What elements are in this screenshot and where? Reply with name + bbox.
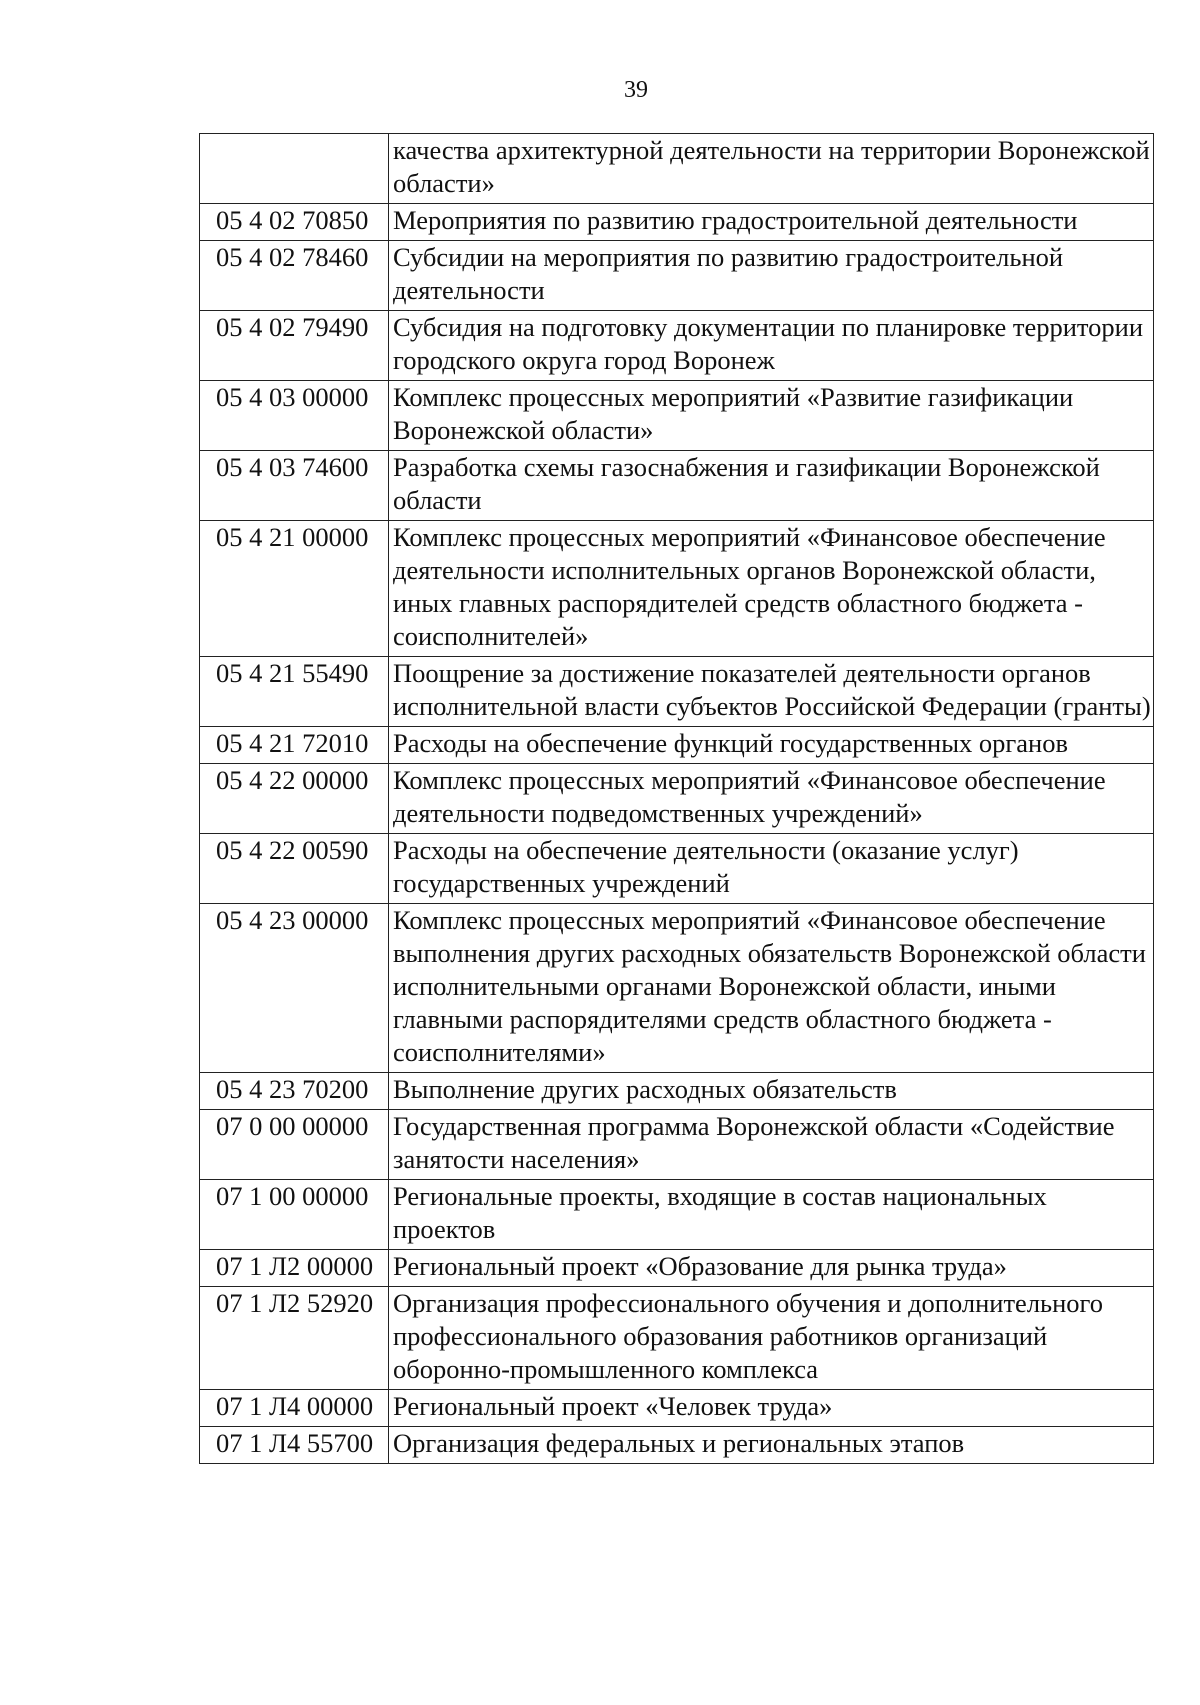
table-row [200, 204, 1154, 241]
table-row [200, 521, 1154, 657]
table-row [200, 241, 1154, 311]
budget-classification-table [199, 133, 1154, 1464]
code-cell: 05 4 22 00590 [200, 834, 389, 904]
table-row [200, 1427, 1154, 1464]
code-cell: 05 4 21 55490 [200, 657, 389, 727]
code-cell: 05 4 22 00000 [200, 764, 389, 834]
code-cell: 07 0 00 00000 [200, 1110, 389, 1180]
table-row [200, 834, 1154, 904]
table-row [200, 311, 1154, 381]
table-row [200, 1287, 1154, 1390]
table-row [200, 657, 1154, 727]
name-cell: качества архитектурной деятельности на территории Воронежской области» [389, 134, 1154, 204]
name-cell: Поощрение за достижение показателей деятельности органов исполнительной власти субъектов Российской Федерации (гранты) [389, 657, 1154, 727]
code-cell: 05 4 02 70850 [200, 204, 389, 241]
name-cell: Региональный проект «Человек труда» [389, 1390, 1154, 1427]
name-cell: Разработка схемы газоснабжения и газификации Воронежской области [389, 451, 1154, 521]
name-cell: Расходы на обеспечение деятельности (оказание услуг) государственных учреждений [389, 834, 1154, 904]
code-cell: 05 4 21 72010 [200, 727, 389, 764]
table-row [200, 764, 1154, 834]
name-cell: Субсидия на подготовку документации по планировке территории городского округа город Воронеж [389, 311, 1154, 381]
code-cell: 07 1 Л2 00000 [200, 1250, 389, 1287]
name-cell: Комплекс процессных мероприятий «Финансовое обеспечение выполнения других расходных обязательств Воронежской области исполнительными органами Воронежской области, иными главными распорядителями средств областного бюджета - соисполнителями» [389, 904, 1154, 1073]
code-cell: 05 4 23 00000 [200, 904, 389, 1073]
name-cell: Субсидии на мероприятия по развитию градостроительной деятельности [389, 241, 1154, 311]
code-cell: 07 1 Л4 00000 [200, 1390, 389, 1427]
name-cell: Региональный проект «Образование для рынка труда» [389, 1250, 1154, 1287]
name-cell: Комплекс процессных мероприятий «Финансовое обеспечение деятельности подведомственных учреждений» [389, 764, 1154, 834]
table-row [200, 1250, 1154, 1287]
code-cell: 05 4 02 79490 [200, 311, 389, 381]
name-cell: Региональные проекты, входящие в состав национальных проектов [389, 1180, 1154, 1250]
code-cell: 05 4 02 78460 [200, 241, 389, 311]
table-row [200, 1110, 1154, 1180]
code-cell: 07 1 Л2 52920 [200, 1287, 389, 1390]
name-cell: Комплекс процессных мероприятий «Финансовое обеспечение деятельности исполнительных органов Воронежской области, иных главных распорядителей средств областного бюджета - соисполнителей» [389, 521, 1154, 657]
table-row [200, 727, 1154, 764]
table-row [200, 134, 1154, 204]
code-cell: 05 4 03 00000 [200, 381, 389, 451]
code-cell [200, 134, 389, 204]
table-row [200, 1073, 1154, 1110]
table-row [200, 451, 1154, 521]
code-cell: 05 4 03 74600 [200, 451, 389, 521]
table-row [200, 1390, 1154, 1427]
code-cell: 05 4 21 00000 [200, 521, 389, 657]
name-cell: Комплекс процессных мероприятий «Развитие газификации Воронежской области» [389, 381, 1154, 451]
code-cell: 07 1 Л4 55700 [200, 1427, 389, 1464]
table-row [200, 1180, 1154, 1250]
page-number: 39 [624, 77, 648, 103]
name-cell: Организация профессионального обучения и дополнительного профессионального образования работников организаций оборонно-промышленного комплекса [389, 1287, 1154, 1390]
code-cell: 05 4 23 70200 [200, 1073, 389, 1110]
name-cell: Государственная программа Воронежской области «Содействие занятости населения» [389, 1110, 1154, 1180]
name-cell: Выполнение других расходных обязательств [389, 1073, 1154, 1110]
name-cell: Расходы на обеспечение функций государственных органов [389, 727, 1154, 764]
table-row [200, 381, 1154, 451]
table-row [200, 904, 1154, 1073]
name-cell: Мероприятия по развитию градостроительной деятельности [389, 204, 1154, 241]
code-cell: 07 1 00 00000 [200, 1180, 389, 1250]
name-cell: Организация федеральных и региональных этапов [389, 1427, 1154, 1464]
